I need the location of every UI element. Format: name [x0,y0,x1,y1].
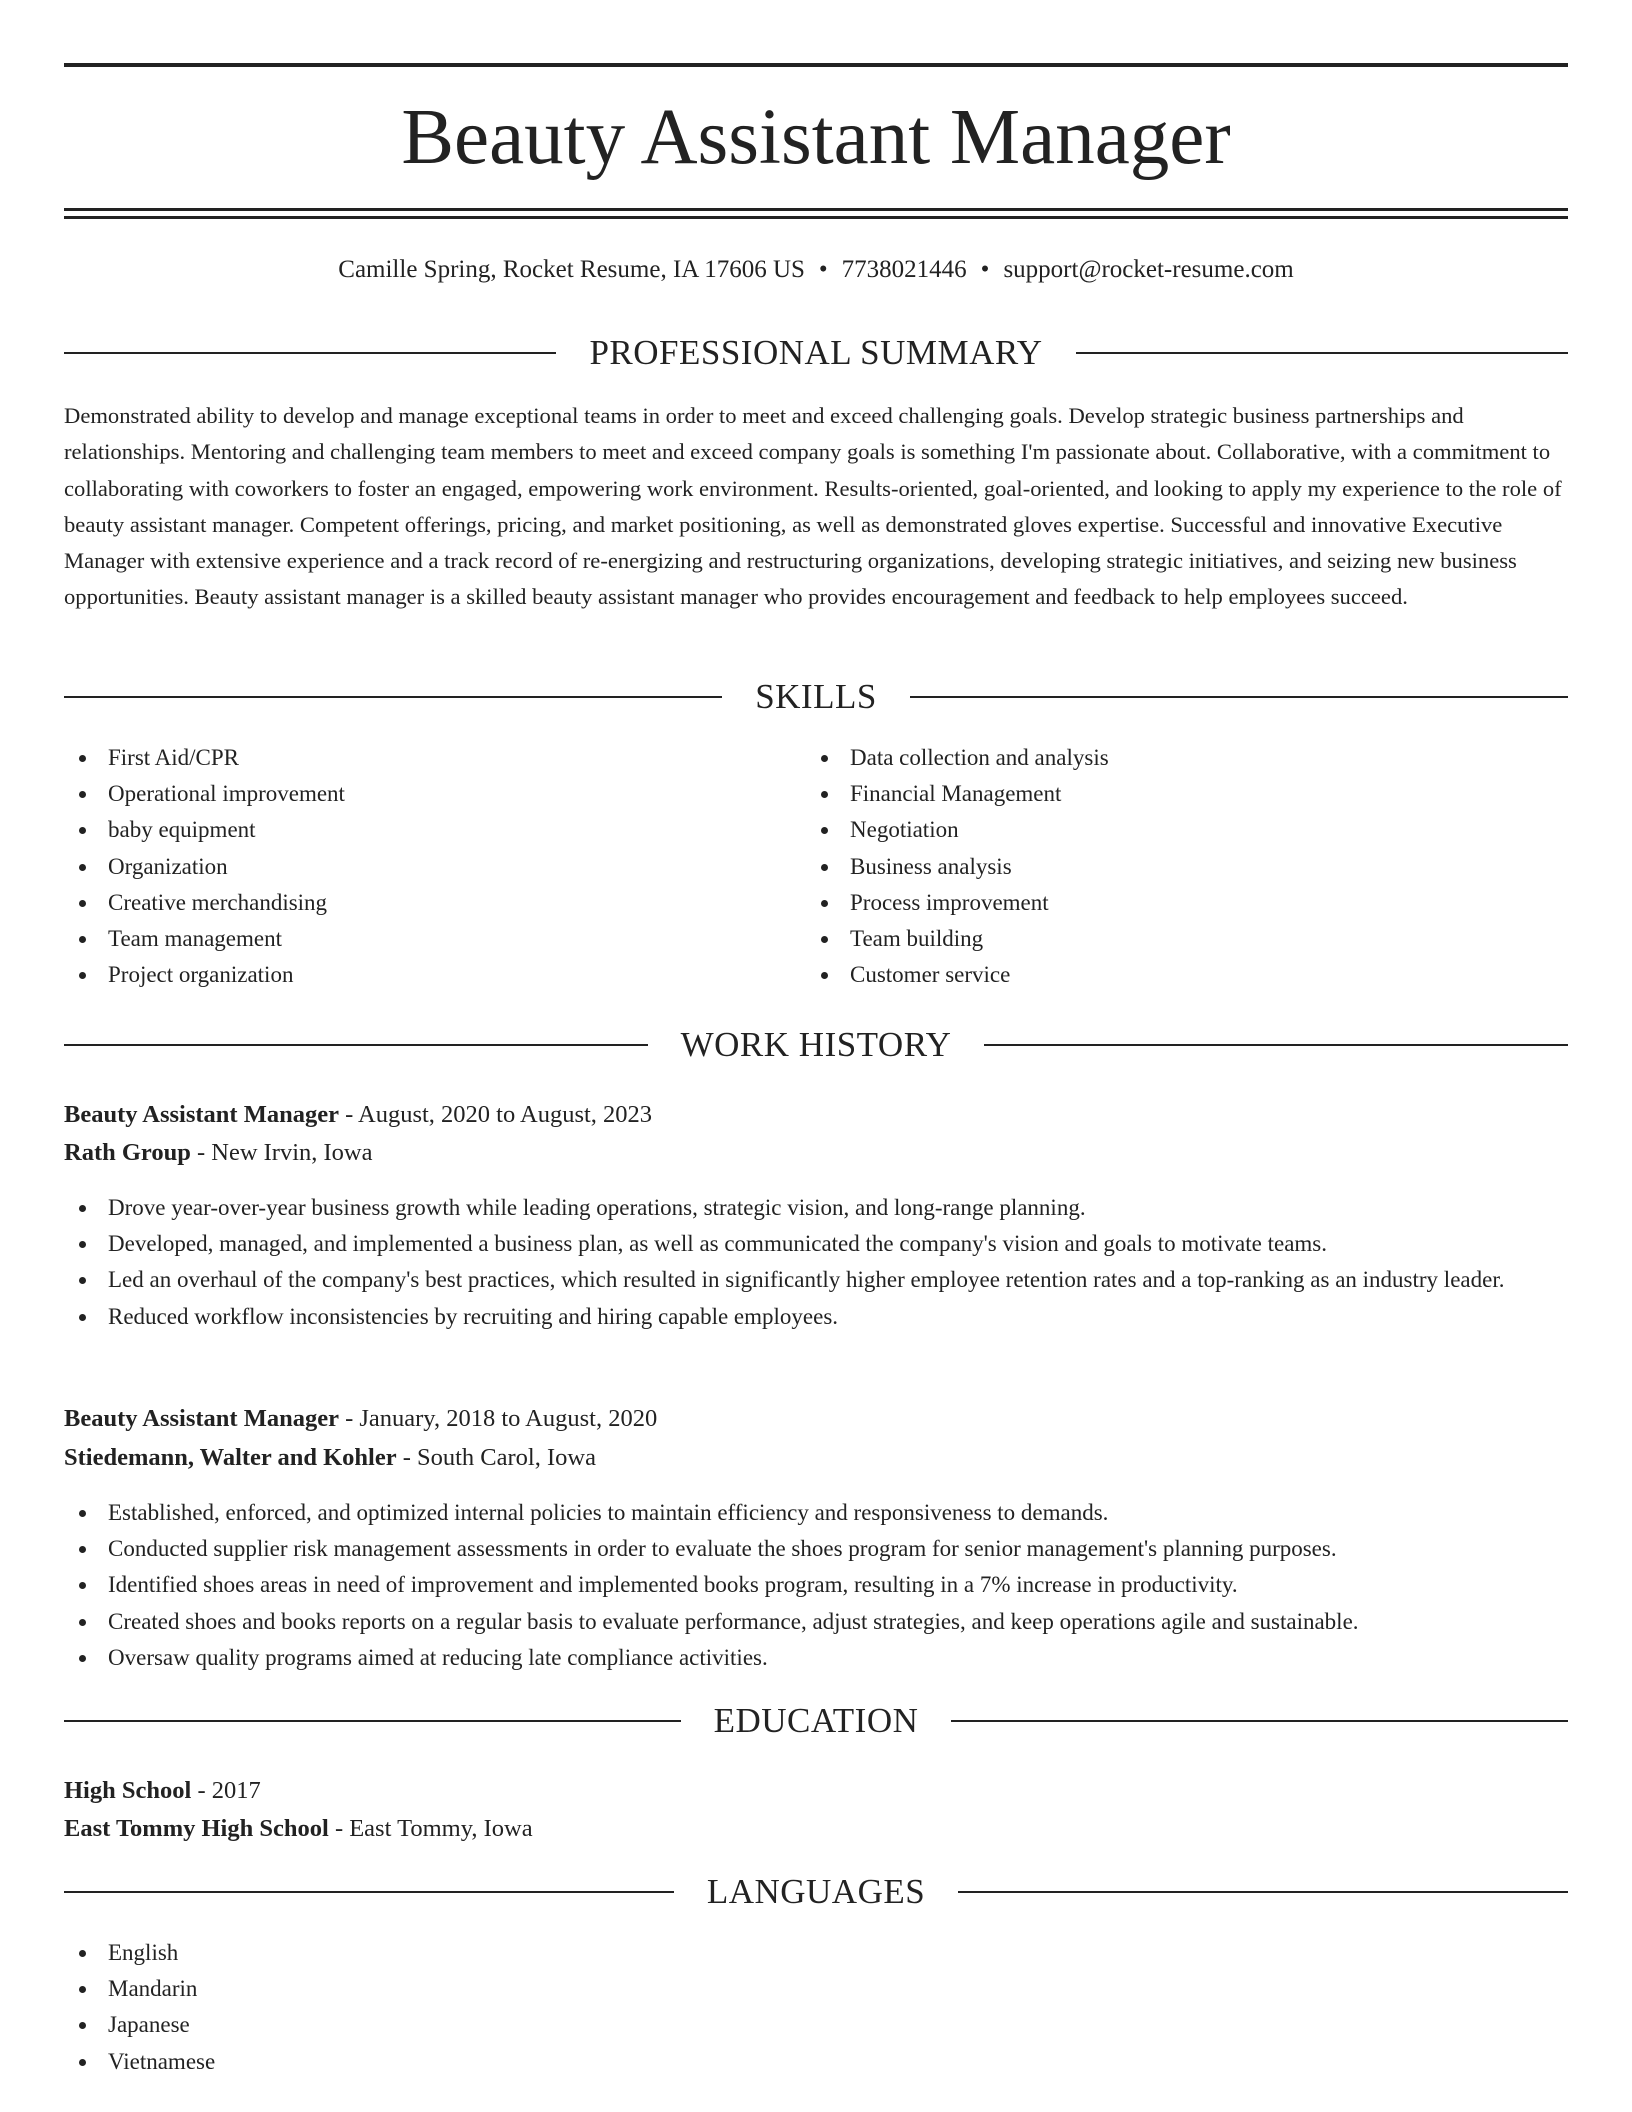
education-year: - 2017 [191,1777,261,1804]
job-bullet: Drove year-over-year business growth while leading operations, strategic vision, and long-range planning. [64,1190,1568,1226]
contact-phone: 7738021446 [841,256,967,283]
languages-list [64,1935,784,2080]
section-rule [910,696,1568,698]
job-bullet: Conducted supplier risk management assessments in order to evaluate the shoes program for senior management's planning purposes. [64,1531,1568,1567]
skill-item: Creative merchandising [64,885,784,921]
skill-item: Negotiation [806,812,1526,848]
header-rule-lower [64,216,1568,219]
skill-item: Business analysis [806,849,1526,885]
job-bullet: Reduced workflow inconsistencies by recruiting and hiring capable employees. [64,1299,1568,1335]
skill-item: Team building [806,921,1526,957]
section-header-summary [64,331,1568,375]
job-dates: - January, 2018 to August, 2020 [338,1405,658,1432]
skill-item: Customer service [806,957,1526,993]
section-rule [958,1891,1568,1893]
job-bullet: Established, enforced, and optimized internal policies to maintain efficiency and responsiveness to demands. [64,1495,1568,1531]
education-school: East Tommy High School [64,1815,329,1842]
job-bullet: Created shoes and books reports on a regular basis to evaluate performance, adjust strategies, and keep operations agile and sustainable. [64,1604,1568,1640]
section-rule [951,1720,1568,1722]
skill-item: Organization [64,849,784,885]
job-bullets [64,1190,1568,1335]
skill-item: Team management [64,921,784,957]
section-rule [1076,352,1568,354]
language-item: English [64,1935,784,1971]
job-company-line [64,1134,1568,1172]
section-rule [64,696,722,698]
contact-line [64,252,1568,288]
section-rule [64,1891,674,1893]
contact-separator: • [818,256,828,283]
contact-address: Camille Spring, Rocket Resume, IA 17606 US [338,256,805,283]
job-company: Rath Group [64,1139,191,1166]
job-bullet: Led an overhaul of the company's best practices, which resulted in significantly higher employee retention rates and a top-ranking as an industry leader. [64,1262,1568,1298]
section-title-skills: SKILLS [755,677,877,716]
section-title-education: EDUCATION [713,1701,919,1740]
job-title: Beauty Assistant Manager [64,1405,339,1432]
language-item: Mandarin [64,1971,784,2007]
section-rule [984,1044,1568,1046]
job-bullets [64,1495,1568,1676]
skills-list-left [64,740,784,993]
section-rule [64,1044,648,1046]
job-location: - South Carol, Iowa [396,1444,596,1471]
job-bullet: Identified shoes areas in need of improvement and implemented books program, resulting in a 7% increase in productivity. [64,1567,1568,1603]
job-location: - New Irvin, Iowa [190,1139,373,1166]
skill-item: Process improvement [806,885,1526,921]
job-bullet: Oversaw quality programs aimed at reducing late compliance activities. [64,1640,1568,1676]
skill-item: baby equipment [64,812,784,848]
skills-list-right [806,740,1526,993]
education-degree: High School [64,1777,192,1804]
job-company-line [64,1439,1568,1477]
section-header-languages [64,1870,1568,1914]
section-rule [64,352,556,354]
language-item: Vietnamese [64,2044,784,2080]
education-degree-line [64,1772,1568,1810]
job-dates: - August, 2020 to August, 2023 [338,1101,653,1128]
skill-item: First Aid/CPR [64,740,784,776]
section-rule [64,1720,681,1722]
section-header-education [64,1699,1568,1743]
job-company: Stiedemann, Walter and Kohler [64,1444,397,1471]
job-bullet: Developed, managed, and implemented a business plan, as well as communicated the company's vision and goals to motivate teams. [64,1226,1568,1262]
section-header-work-history [64,1023,1568,1067]
skill-item: Operational improvement [64,776,784,812]
skill-item: Data collection and analysis [806,740,1526,776]
section-header-skills [64,675,1568,719]
job-title: Beauty Assistant Manager [64,1101,339,1128]
job-title-line [64,1400,1568,1438]
job-title-line [64,1096,1568,1134]
education-school-line [64,1810,1568,1848]
header-rule-upper [64,208,1568,211]
summary-paragraph: Demonstrated ability to develop and manage exceptional teams in order to meet and exceed challenging goals. Develop strategic business partnerships and relationships. Mentoring and challenging team members to meet and exceed company goals is something I'm passionate about. Collaborative, with a commitment to collaborating with coworkers to foster an engaged, empowering work environment. Results-oriented, goal-oriented, and looking to apply my experience to the role of beauty assistant manager. Competent offerings, pricing, and market positioning, as well as demonstrated gloves expertise. Successful and innovative Executive Manager with extensive experience and a track record of re-energizing and restructuring organizations, developing strategic initiatives, and seizing new business opportunities. Beauty assistant manager is a skilled beauty assistant manager who provides encouragement and feedback to help employees succeed. [64,403,1562,610]
skill-item: Project organization [64,957,784,993]
header-top-rule [64,63,1568,67]
education-location: - East Tommy, Iowa [328,1815,533,1842]
section-title-languages: LANGUAGES [706,1872,926,1911]
section-title-work-history: WORK HISTORY [680,1025,952,1064]
language-item: Japanese [64,2007,784,2043]
contact-separator: • [980,256,990,283]
section-title-summary: PROFESSIONAL SUMMARY [589,333,1043,372]
contact-email: support@rocket-resume.com [1003,256,1294,283]
resume-title: Beauty Assistant Manager [401,94,1231,181]
skill-item: Financial Management [806,776,1526,812]
